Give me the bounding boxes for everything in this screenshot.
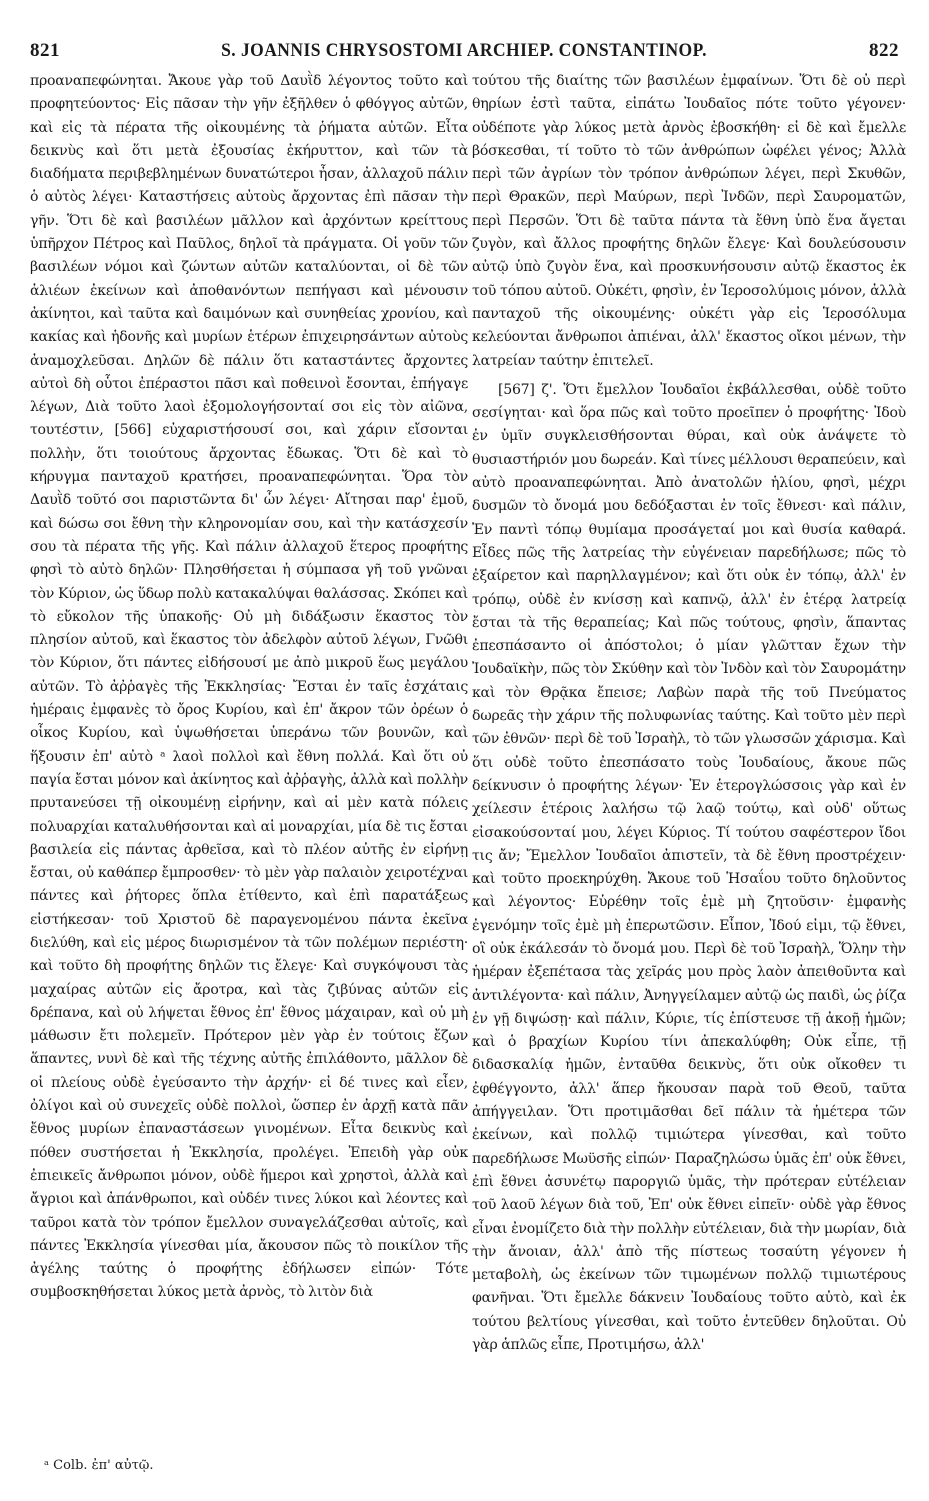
right-paragraph-2: [567] ζ'. Ὅτι ἔμελλον Ἰουδαῖοι ἐκβάλλεσθαι, οὐδὲ τοῦτο σεσίγηται· καὶ ὅρα πῶς καὶ τοῦτο προεῖπεν ὁ προφήτης· Ἰδοὺ ἐν ὑμῖν συγκλεισθήσονται θύραι, καὶ οὐκ ἀνάψετε τὸ θυσιαστήριόν μου δωρεάν. Καὶ τίνες μέλλουσι θεραπεύειν, καὶ αὐτὸ προαναπεφώνηται. Ἀπὸ ἀνατολῶν ἡλίου, φησὶ, μέχρι δυσμῶν τὸ ὄνομά μου δεδόξασται ἐν τοῖς ἔθνεσι· καὶ πάλιν, Ἐν παντὶ τόπῳ θυμίαμα προσάγεταί μοι καὶ θυσία καθαρά. Εἶδες πῶς τῆς λατρείας τὴν εὐγένειαν παρεδήλωσε; πῶς τὸ ἐξαίρετον καὶ παρηλλαγμένον; καὶ ὅτι οὐκ ἐν τόπῳ, ἀλλ' ἐν τρόπῳ, οὐδὲ ἐν κνίσσῃ καὶ καπνῷ, ἀλλ' ἐν ἑτέρᾳ λατρείᾳ ἔσται τὰ τῆς θεραπείας; Καὶ πῶς τούτους, φησὶν, ἅπαντας ἐπεσπάσαντο οἱ ἀπόστολοι; ὁ μίαν γλῶτταν ἔχων τὴν Ἰουδαϊκὴν, πῶς τὸν Σκύθην καὶ τὸν Ἰνδὸν καὶ τὸν Σαυρομάτην καὶ τὸν Θρᾷκα ἔπεισε; Λαβὼν παρὰ τῆς τοῦ Πνεύματος δωρεᾶς τὴν χάριν τῆς πολυφωνίας ταύτης. Καὶ τοῦτο μὲν περὶ τῶν ἐθνῶν· περὶ δὲ τοῦ Ἰσραὴλ, τὸ τῶν γλωσσῶν χάρισμα. Καὶ ὅτι οὐδὲ τοῦτο ἐπεσπάσατο τοὺς Ἰουδαίους, ἄκουε πῶς δείκνυσιν ὁ προφήτης λέγων· Ἐν ἑτερογλώσσοις γὰρ καὶ ἐν χείλεσιν ἑτέροις λαλήσω τῷ λαῷ τούτῳ, καὶ οὐδ' οὕτως εἰσακούσονταί μου, λέγει Κύριος. Τί τούτου σαφέστερον ἴδοι τις ἄν; Ἔμελλον Ἰουδαῖοι ἀπιστεῖν, τὰ δὲ ἔθνη προστρέχειν· καὶ τοῦτο προεκηρύχθη. Ἄκουε τοῦ Ἡσαΐου τοῦτο δηλοῦντος καὶ λέγοντος· Εὑρέθην τοῖς ἐμὲ μὴ ζητοῦσιν· ἐμφανὴς ἐγενόμην τοῖς ἐμὲ μὴ ἐπερωτῶσιν. Εἶπον, Ἰδού εἰμι, τῷ ἔθνει, οἳ οὐκ ἐκάλεσάν τὸ ὄνομά μου. Περὶ δὲ τοῦ Ἰσραὴλ, Ὅλην τὴν ἡμέραν ἐξεπέτασα τὰς χεῖράς μου πρὸς λαὸν ἀπειθοῦντα καὶ ἀντιλέγοντα· καὶ πάλιν, Ἀνηγγείλαμεν αὐτῷ ὡς παιδὶ, ὡς ῥίζα ἐν γῇ διψώσῃ· καὶ πάλιν, Κύριε, τίς ἐπίστευσε τῇ ἀκοῇ ἡμῶν; καὶ ὁ βραχίων Κυρίου τίνι ἀπεκαλύφθη; Οὐκ εἶπε, τῇ διδασκαλίᾳ ἡμῶν, ἐνταῦθα δεικνὺς, ὅτι οὐκ οἴκοθεν τι ἐφθέγγοντο, ἀλλ' ἅπερ ἤκουσαν παρὰ τοῦ Θεοῦ, ταῦτα ἀπήγγειλαν. Ὅτι προτιμᾶσθαι δεῖ πάλιν τὰ ἡμέτερα τῶν ἐκείνων, καὶ πολλῷ τιμιώτερα γίνεσθαι, καὶ τοῦτο παρεδήλωσε Μωϋσῆς εἰπών· Παραζηλώσω ὑμᾶς ἐπ' οὐκ ἔθνει, ἐπὶ ἔθνει ἀσυνέτῳ παροργιῶ ὑμᾶς, τὴν πρότεραν εὐτέλειαν τοῦ λαοῦ λέγων διὰ τοῦ, Ἐπ' οὐκ ἔθνει εἰπεῖν· οὐδὲ γὰρ ἔθνος εἶναι ἐνομίζετο διὰ τὴν πολλὴν εὐτέλειαν, διὰ τὴν μωρίαν, διὰ τὴν ἄνοιαν, ἀλλ' ἀπὸ τῆς πίστεως τοσαύτη γέγονεν ἡ μεταβολὴ, ὡς ἐκείνων τῶν τιμωμένων πολλῷ τιμιωτέρους φανῆναι. Ὅτι ἔμελλε δάκνειν Ἰουδαίους τοῦτο αὐτὸ, καὶ ἐκ τούτου βελτίους γίνεσθαι, καὶ τοῦτο ἐντεῦθεν δηλοῦται. Οὐ γὰρ ἁπλῶς εἶπε, Προτιμήσω, ἀλλ': [472, 381, 906, 1354]
right-column: [472, 70, 906, 1363]
running-header: [30, 40, 899, 66]
footnote: ᵃ Colb. ἐπ' αὐτῷ.: [44, 1458, 154, 1473]
left-page-number: 821: [30, 40, 60, 61]
right-page-number: 822: [869, 40, 899, 61]
right-paragraph-1: τούτου τῆς διαίτης τῶν βασιλέων ἐμφαίνων. Ὅτι δὲ οὐ περὶ θηρίων ἐστὶ ταῦτα, εἰπάτω Ἰουδαῖος πότε τοῦτο γέγονεν· οὐδέποτε γὰρ λύκος μετὰ ἀρνὸς ἐβοσκήθη· εἰ δὲ καὶ ἔμελλε βόσκεσθαι, τί τοῦτο τὸ τῶν ἀνθρώπων ὠφέλει γένος; Ἀλλὰ περὶ τῶν ἀγρίων τὸν τρόπον ἀνθρώπων λέγει, περὶ Σκυθῶν, περὶ Θρακῶν, περὶ Μαύρων, περὶ Ἰνδῶν, περὶ Σαυροματῶν, περὶ Περσῶν. Ὅτι δὲ ταῦτα πάντα τὰ ἔθνη ὑπὸ ἕνα ἄγεται ζυγὸν, καὶ ἄλλος προφήτης δηλῶν ἔλεγε· Καὶ δουλεύσουσιν αὐτῷ ὑπὸ ζυγὸν ἕνα, καὶ προσκυνήσουσιν αὐτῷ ἕκαστος ἐκ τοῦ τόπου αὐτοῦ. Οὐκέτι, φησὶν, ἐν Ἱεροσολύμοις μόνον, ἀλλὰ πανταχοῦ τῆς οἰκουμένης· οὐκέτι γὰρ εἰς Ἱεροσόλυμα κελεύονται ἄνθρωποι ἀπιέναι, ἀλλ' ἕκαστος οἴκοι μένων, τὴν λατρείαν ταύτην ἐπιτελεῖ.: [472, 73, 906, 369]
running-title: S. JOANNIS CHRYSOSTOMI ARCHIEP. CONSTANTINOP.: [221, 40, 708, 61]
left-column: [30, 70, 468, 1311]
left-paragraph-1: προαναπεφώνηται. Ἄκουε γὰρ τοῦ Δαυῒδ λέγοντος τοῦτο καὶ προφητεύοντος· Εἰς πᾶσαν τὴν γῆν ἐξῆλθεν ὁ φθόγγος αὐτῶν, καὶ εἰς τὰ πέρατα τῆς οἰκουμένης τὰ ῥήματα αὐτῶν. Εἶτα δεικνὺς καὶ ὅτι μετὰ ἐξουσίας ἐκήρυττον, καὶ τῶν τὰ διαδήματα περιβεβλημένων δυνατώτεροι ἦσαν, ἀλλαχοῦ πάλιν ὁ αὐτὸς λέγει· Καταστήσεις αὐτοὺς ἄρχοντας ἐπὶ πᾶσαν τὴν γῆν. Ὅτι δὲ καὶ βασιλέων μᾶλλον καὶ ἀρχόντων κρείττους ὑπῆρχον Πέτρος καὶ Παῦλος, δηλοῖ τὰ πράγματα. Οἱ γοῦν τῶν βασιλέων νόμοι καὶ ζώντων αὐτῶν καταλύονται, οἱ δὲ τῶν ἁλιέων ἐκείνων καὶ ἀποθανόντων πεπήγασι καὶ μένουσιν ἀκίνητοι, καὶ ταῦτα καὶ δαιμόνων καὶ συνηθείας χρονίου, καὶ κακίας καὶ ἡδονῆς καὶ μυρίων ἑτέρων ἐπιχειρησάντων αὐτοὺς ἀναμοχλεῦσαι. Δηλῶν δὲ πάλιν ὅτι καταστάντες ἄρχοντες αὐτοὶ δὴ οὗτοι ἐπέραστοι πᾶσι καὶ ποθεινοὶ ἔσονται, ἐπήγαγε λέγων, Διὰ τοῦτο λαοὶ ἐξομολογήσονταί σοι εἰς τὸν αἰῶνα, τουτέστιν, [566] εὐχαριστήσουσί σοι, καὶ χάριν εἴσονται πολλὴν, ὅτι τοιούτους ἄρχοντας ἔδωκας. Ὅτι δὲ καὶ τὸ κήρυγμα πανταχοῦ κρατήσει, προαναπεφώνηται. Ὅρα τὸν Δαυῒδ τοῦτό σοι παριστῶντα δι' ὧν λέγει· Αἴτησαι παρ' ἐμοῦ, καὶ δώσω σοι ἔθνη τὴν κληρονομίαν σου, καὶ τὴν κατάσχεσίν σου τὰ πέρατα τῆς γῆς. Καὶ πάλιν ἀλλαχοῦ ἕτερος προφήτης φησὶ τὸ αὐτὸ δηλῶν· Πλησθήσεται ἡ σύμπασα γῆ τοῦ γνῶναι τὸν Κύριον, ὡς ὕδωρ πολὺ κατακαλύψαι θαλάσσας. Σκόπει καὶ τὸ εὔκολον τῆς ὑπακοῆς· Οὐ μὴ διδάξωσιν ἕκαστος τὸν πλησίον αὐτοῦ, καὶ ἕκαστος τὸν ἀδελφὸν αὐτοῦ λέγων, Γνῶθι τὸν Κύριον, ὅτι πάντες εἰδήσουσί με ἀπὸ μικροῦ ἕως μεγάλου αὐτῶν. Τὸ ἀῤῥαγὲς τῆς Ἐκκλησίας· Ἔσται ἐν ταῖς ἐσχάταις ἡμέραις ἐμφανὲς τὸ ὄρος Κυρίου, καὶ ἐπ' ἄκρον τῶν ὀρέων ὁ οἶκος Κυρίου, καὶ ὑψωθήσεται ὑπεράνω τῶν βουνῶν, καὶ ἥξουσιν ἐπ' αὐτὸ ᵃ λαοὶ πολλοὶ καὶ ἔθνη πολλά. Καὶ ὅτι οὐ παγία ἔσται μόνον καὶ ἀκίνητος καὶ ἀῤῥαγὴς, ἀλλὰ καὶ πολλὴν πρυτανεύσει τῇ οἰκουμένῃ εἰρήνην, καὶ αἱ μὲν κατὰ πόλεις πολυαρχίαι καταλυθήσονται καὶ αἱ μοναρχίαι, μία δὲ τις ἔσται βασιλεία εἰς πάντας ἀρθεῖσα, καὶ τὸ πλέον αὐτῆς ἐν εἰρήνῃ ἔσται, οὐ καθάπερ ἔμπροσθεν· τὸ μὲν γὰρ παλαιὸν χειροτέχναι πάντες καὶ ῥήτορες ὅπλα ἐτίθεντο, καὶ ἐπὶ παρατάξεως εἱστήκεσαν· τοῦ Χριστοῦ δὲ παραγενομένου πάντα ἐκεῖνα διελύθη, καὶ εἰς μέρος διωρισμένον τὰ τῶν πολέμων περιέστη· καὶ τοῦτο δὴ προφήτης δηλῶν τις ἔλεγε· Καὶ συγκόψουσι τὰς μαχαίρας αὐτῶν εἰς ἄροτρα, καὶ τὰς ζιβύνας αὐτῶν εἰς δρέπανα, καὶ οὐ λήψεται ἔθνος ἐπ' ἔθνος μάχαιραν, καὶ οὐ μὴ μάθωσιν ἔτι πολεμεῖν. Πρότερον μὲν γὰρ ἐν τούτοις ἔζων ἅπαντες, νυνὶ δὲ καὶ τῆς τέχνης αὐτῆς ἐπιλάθοντο, μᾶλλον δὲ οἱ πλείους οὐδὲ ἐγεύσαντο τὴν ἀρχήν· εἰ δέ τινες καὶ εἶεν, ὀλίγοι καὶ οὐ συνεχεῖς οὐδὲ πολλοὶ, ὥσπερ ἐν ἀρχῇ κατὰ πᾶν ἔθνος μυρίων ἐπαναστάσεων γινομένων. Εἶτα δεικνὺς καὶ πόθεν συστήσεται ἡ Ἐκκλησία, προλέγει. Ἐπειδὴ γὰρ οὐκ ἐπιεικεῖς ἄνθρωποι μόνον, οὐδὲ ἥμεροι καὶ χρηστοὶ, ἀλλὰ καὶ ἄγριοι καὶ ἀπάνθρωποι, καὶ οὐδέν τινες λύκοι καὶ λέοντες καὶ ταῦροι κατὰ τὸν τρόπον ἔμελλον συναγελάζεσθαι αὐτοῖς, καὶ πάντες Ἐκκλησία γίνεσθαι μία, ἄκουσον πῶς τὸ ποικίλον τῆς ἀγέλης ταύτης ὁ προφήτης ἐδήλωσεν εἰπών· Τότε συμβοσκηθήσεται λύκος μετὰ ἀρνὸς, τὸ λιτὸν διὰ: [30, 73, 468, 1301]
